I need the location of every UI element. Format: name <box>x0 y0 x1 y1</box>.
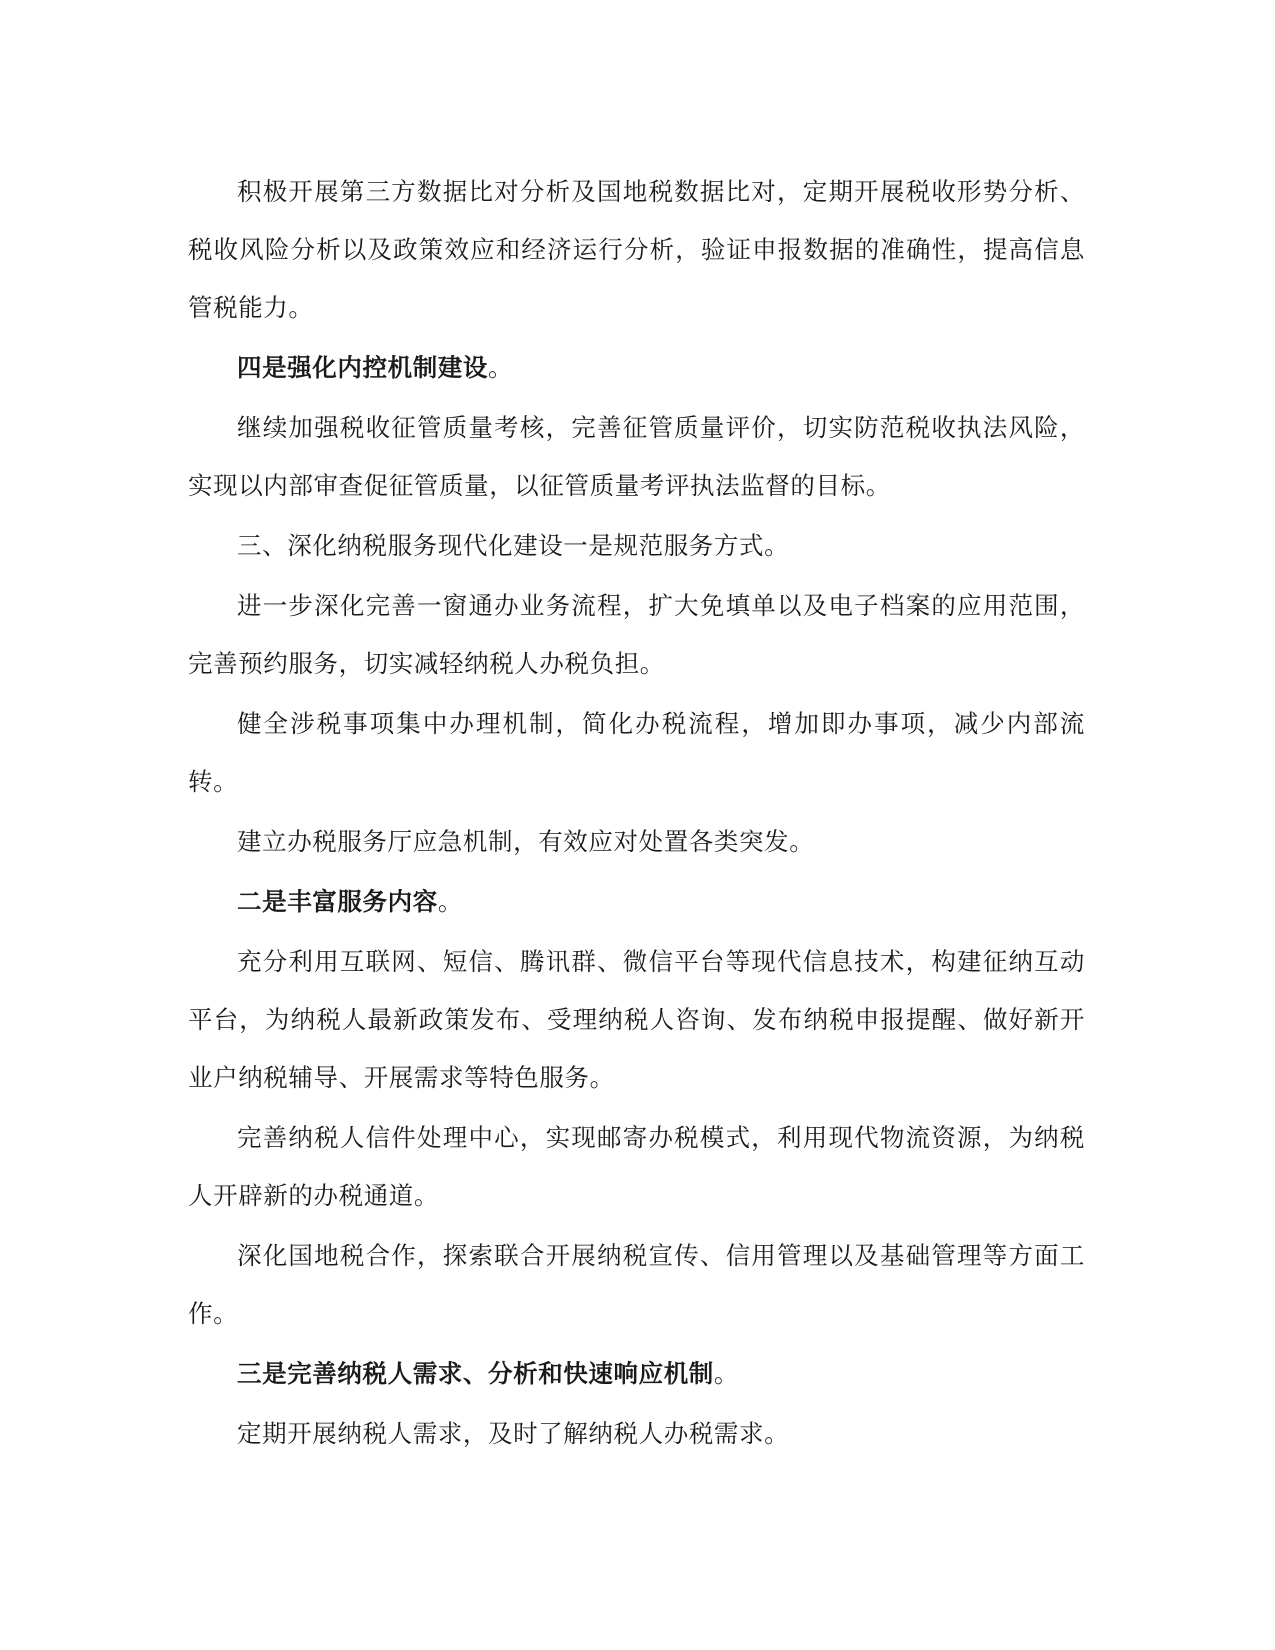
heading-punctuation: 。 <box>437 887 463 916</box>
paragraph-heading-response-mechanism <box>188 1345 1085 1403</box>
paragraph-tax-cooperation: 深化国地税合作，探索联合开展纳税宣传、信用管理以及基础管理等方面工作。 <box>188 1241 1085 1328</box>
paragraph-heading-internal-control <box>188 339 1085 397</box>
paragraph-emergency-mechanism: 建立办税服务厅应急机制，有效应对处置各类突发。 <box>237 827 815 856</box>
paragraph-data-comparison: 积极开展第三方数据比对分析及国地税数据比对，定期开展税收形势分析、税收风险分析以及政策效应和经济运行分析，验证申报数据的准确性，提高信息管税能力。 <box>188 177 1085 322</box>
paragraph-centralized-handling: 健全涉税事项集中办理机制，简化办税流程，增加即办事项，减少内部流转。 <box>188 709 1085 796</box>
section-heading: 二是丰富服务内容 <box>237 887 438 916</box>
heading-punctuation: 。 <box>488 353 514 382</box>
paragraph-letter-center: 完善纳税人信件处理中心，实现邮寄办税模式，利用现代物流资源，为纳税人开辟新的办税通道。 <box>188 1123 1085 1210</box>
paragraph-quality-assessment: 继续加强税收征管质量考核，完善征管质量评价，切实防范税收执法风险，实现以内部审查促征管质量，以征管质量考评执法监督的目标。 <box>188 413 1085 500</box>
paragraph-section-three-title: 三、深化纳税服务现代化建设一是规范服务方式。 <box>237 531 790 560</box>
section-heading: 三是完善纳税人需求、分析和快速响应机制 <box>237 1359 714 1388</box>
paragraph-heading-service-content <box>188 873 1085 931</box>
heading-punctuation: 。 <box>713 1359 740 1388</box>
paragraph-one-window-service: 进一步深化完善一窗通办业务流程，扩大免填单以及电子档案的应用范围，完善预约服务，切实减轻纳税人办税负担。 <box>188 591 1085 678</box>
section-heading: 四是强化内控机制建设 <box>237 353 488 382</box>
paragraph-taxpayer-needs: 定期开展纳税人需求，及时了解纳税人办税需求。 <box>237 1419 790 1448</box>
paragraph-internet-platform: 充分利用互联网、短信、腾讯群、微信平台等现代信息技术，构建征纳互动平台，为纳税人最新政策发布、受理纳税人咨询、发布纳税申报提醒、做好新开业户纳税辅导、开展需求等特色服务。 <box>188 947 1085 1092</box>
